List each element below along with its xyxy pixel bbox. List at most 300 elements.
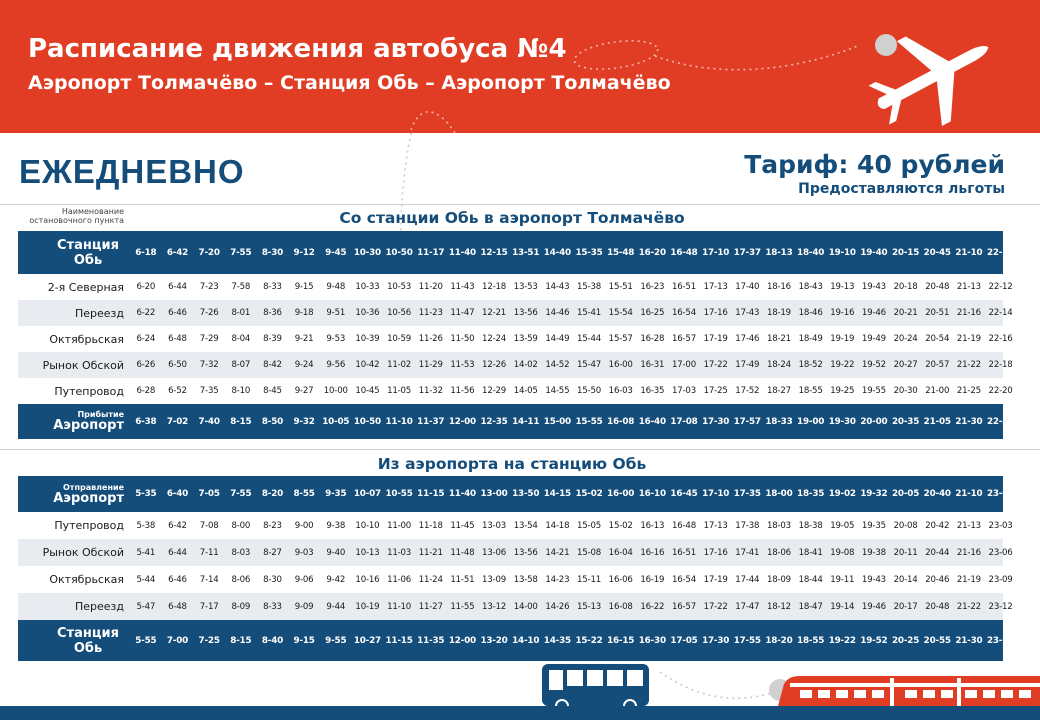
time-cell: 21-10 bbox=[955, 489, 983, 499]
time-cell: 10-33 bbox=[355, 282, 380, 292]
time-cell: 19-52 bbox=[860, 635, 888, 646]
time-cell: 13-56 bbox=[513, 308, 538, 318]
time-cell: 21-13 bbox=[956, 282, 981, 292]
time-cell: 20-57 bbox=[925, 360, 950, 370]
time-cell: 13-00 bbox=[480, 489, 508, 499]
time-cell: 18-44 bbox=[798, 574, 823, 585]
time-cell: 23-09 bbox=[988, 574, 1013, 585]
time-cell: 21-16 bbox=[956, 547, 981, 558]
time-cell: 15-50 bbox=[577, 386, 601, 396]
time-cell: 17-46 bbox=[735, 334, 760, 344]
time-cell: 6-50 bbox=[168, 360, 187, 370]
time-cell: 19-22 bbox=[828, 635, 856, 646]
time-cell: 21-05 bbox=[923, 416, 951, 427]
time-cell: 19-46 bbox=[861, 601, 886, 612]
time-cell: 14-46 bbox=[545, 308, 570, 318]
time-cell: 10-45 bbox=[355, 386, 380, 396]
time-cell: 18-19 bbox=[766, 308, 791, 318]
time-cell: 8-50 bbox=[261, 416, 284, 427]
time-cell: 23-12 bbox=[988, 601, 1013, 612]
time-cell: 16-48 bbox=[671, 520, 696, 531]
time-cell: 5-35 bbox=[135, 489, 157, 499]
time-cell: 11-40 bbox=[448, 247, 476, 258]
time-cell: 9-38 bbox=[326, 520, 346, 531]
time-cell: 11-35 bbox=[417, 635, 445, 646]
time-cell: 13-51 bbox=[512, 247, 540, 258]
time-cell: 16-51 bbox=[671, 282, 696, 292]
time-cell: 9-40 bbox=[326, 547, 346, 558]
time-cell: 6-46 bbox=[168, 574, 187, 585]
time-cell: 7-05 bbox=[198, 489, 220, 499]
time-cell: 7-55 bbox=[230, 247, 252, 258]
time-cell: 16-16 bbox=[640, 547, 665, 558]
time-cell: 11-37 bbox=[417, 416, 445, 427]
stop-name: 2-я Северная bbox=[47, 280, 124, 294]
time-cell: 15-02 bbox=[608, 520, 633, 531]
time-cell: 16-08 bbox=[608, 601, 633, 612]
time-cell: 18-52 bbox=[798, 360, 823, 370]
time-cell: 5-47 bbox=[136, 601, 156, 612]
time-cell: 19-16 bbox=[830, 308, 855, 318]
time-cell: 21-25 bbox=[956, 386, 981, 396]
time-cell: 8-09 bbox=[231, 601, 251, 612]
time-cell: 7-58 bbox=[231, 282, 251, 292]
time-cell: 19-46 bbox=[861, 308, 886, 318]
time-cell: 15-05 bbox=[577, 520, 601, 531]
time-cell: 17-35 bbox=[733, 489, 761, 499]
time-cell: 6-44 bbox=[168, 547, 187, 558]
time-cell: 6-22 bbox=[136, 308, 156, 318]
time-cell: 11-03 bbox=[387, 547, 412, 558]
time-cell: 11-47 bbox=[450, 308, 475, 318]
time-cell: 11-10 bbox=[385, 416, 413, 427]
time-cell: 8-42 bbox=[263, 360, 282, 370]
time-cell: 19-55 bbox=[861, 386, 886, 396]
time-cell: 5-44 bbox=[136, 574, 156, 585]
time-cell: 5-38 bbox=[136, 520, 156, 531]
time-cell: 11-55 bbox=[450, 601, 475, 612]
time-cell: 17-10 bbox=[702, 247, 730, 258]
time-cell: 18-41 bbox=[798, 547, 823, 558]
time-cell: 18-49 bbox=[798, 334, 823, 344]
time-cell: 21-00 bbox=[925, 386, 950, 396]
time-cell: 15-54 bbox=[608, 308, 633, 318]
time-cell: 17-00 bbox=[671, 360, 696, 370]
time-cell: 17-52 bbox=[735, 386, 760, 396]
time-cell: 20-54 bbox=[925, 334, 950, 344]
time-cell: 8-06 bbox=[231, 574, 251, 585]
time-cell: 20-55 bbox=[923, 635, 951, 646]
time-cell: 6-48 bbox=[168, 334, 187, 344]
time-cell: 9-42 bbox=[326, 574, 346, 585]
time-cell: 18-12 bbox=[766, 601, 791, 612]
time-cell: 11-17 bbox=[417, 247, 445, 258]
time-cell: 13-12 bbox=[482, 601, 507, 612]
time-cell: 9-15 bbox=[294, 282, 314, 292]
time-cell: 18-21 bbox=[766, 334, 791, 344]
section-title-to-airport: Со станции Обь в аэропорт Толмачёво bbox=[339, 209, 685, 227]
time-cell: 21-16 bbox=[956, 308, 981, 318]
time-cell: 10-36 bbox=[355, 308, 380, 318]
time-cell: 10-10 bbox=[355, 520, 380, 531]
time-cell: 13-20 bbox=[480, 635, 508, 646]
time-cell: 12-24 bbox=[482, 334, 507, 344]
time-cell: 18-16 bbox=[766, 282, 791, 292]
time-cell: 21-22 bbox=[956, 601, 981, 612]
time-cell: 16-15 bbox=[607, 635, 635, 646]
time-cell: 18-20 bbox=[765, 635, 793, 646]
time-cell: 17-08 bbox=[670, 416, 698, 427]
time-cell: 9-45 bbox=[325, 247, 347, 258]
time-cell: 12-35 bbox=[480, 416, 508, 427]
time-cell: 7-25 bbox=[198, 635, 220, 646]
time-cell: 22-12 bbox=[988, 282, 1013, 292]
time-cell: 16-51 bbox=[671, 547, 696, 558]
time-cell: 14-18 bbox=[545, 520, 570, 531]
time-cell: 8-00 bbox=[231, 520, 251, 531]
time-cell: 16-40 bbox=[638, 416, 666, 427]
time-cell: 13-06 bbox=[482, 547, 507, 558]
time-cell: 16-54 bbox=[671, 308, 696, 318]
time-cell: 23-03 bbox=[988, 520, 1013, 531]
stop-name: Путепровод bbox=[54, 519, 124, 532]
time-cell: 14-15 bbox=[543, 489, 571, 499]
time-cell: 20-05 bbox=[892, 489, 920, 499]
stop-caption: Прибытие bbox=[77, 410, 124, 419]
time-cell: 17-30 bbox=[702, 635, 730, 646]
time-cell: 8-40 bbox=[261, 635, 284, 646]
time-cell: 10-42 bbox=[355, 360, 380, 370]
time-cell: 16-23 bbox=[640, 282, 665, 292]
time-cell: 16-06 bbox=[608, 574, 633, 585]
time-cell: 9-56 bbox=[326, 360, 346, 370]
time-cell: 11-15 bbox=[385, 635, 413, 646]
time-cell: 11-27 bbox=[418, 601, 443, 612]
time-cell: 16-00 bbox=[607, 489, 635, 499]
time-cell: 17-25 bbox=[703, 386, 728, 396]
time-cell: 7-11 bbox=[199, 547, 219, 558]
time-cell: 11-32 bbox=[418, 386, 443, 396]
time-cell: 18-09 bbox=[766, 574, 791, 585]
time-cell: 10-53 bbox=[387, 282, 412, 292]
time-cell: 9-24 bbox=[294, 360, 314, 370]
stop-name: Путепровод bbox=[54, 384, 124, 398]
section-title-from-airport: Из аэропорта на станцию Обь bbox=[377, 455, 647, 473]
time-cell: 20-21 bbox=[893, 308, 918, 318]
time-cell: 15-41 bbox=[577, 308, 601, 318]
time-cell: 19-08 bbox=[830, 547, 855, 558]
time-cell: 13-56 bbox=[513, 547, 538, 558]
time-cell: 12-00 bbox=[448, 416, 476, 427]
time-cell: 10-05 bbox=[322, 416, 350, 427]
time-cell: 18-35 bbox=[797, 489, 825, 499]
time-cell: 8-36 bbox=[263, 308, 282, 318]
time-cell: 20-08 bbox=[893, 520, 918, 531]
time-cell: 14-11 bbox=[512, 416, 540, 427]
time-cell: 17-19 bbox=[703, 334, 728, 344]
time-cell: 19-05 bbox=[830, 520, 855, 531]
time-cell: 6-18 bbox=[135, 247, 157, 258]
time-cell: 16-03 bbox=[608, 386, 633, 396]
time-cell: 18-24 bbox=[766, 360, 791, 370]
time-cell: 14-55 bbox=[545, 386, 570, 396]
time-cell: 11-20 bbox=[418, 282, 443, 292]
time-cell: 11-10 bbox=[387, 601, 412, 612]
time-cell: 14-21 bbox=[545, 547, 570, 558]
time-cell: 8-33 bbox=[263, 282, 282, 292]
time-cell: 15-35 bbox=[575, 247, 603, 258]
time-cell: 22-10 bbox=[986, 247, 1015, 258]
time-cell: 9-15 bbox=[293, 635, 315, 646]
time-cell: 19-19 bbox=[830, 334, 855, 344]
time-cell: 9-48 bbox=[326, 282, 346, 292]
time-cell: 6-24 bbox=[136, 334, 156, 344]
time-cell: 11-29 bbox=[418, 360, 443, 370]
time-cell: 6-20 bbox=[136, 282, 156, 292]
time-cell: 9-06 bbox=[294, 574, 314, 585]
time-cell: 10-16 bbox=[355, 574, 380, 585]
time-cell: 18-55 bbox=[797, 635, 825, 646]
time-cell: 17-19 bbox=[703, 574, 728, 585]
time-cell: 19-30 bbox=[828, 416, 856, 427]
time-cell: 17-57 bbox=[733, 416, 761, 427]
time-cell: 9-55 bbox=[325, 635, 347, 646]
time-cell: 6-42 bbox=[168, 520, 187, 531]
time-cell: 20-17 bbox=[893, 601, 918, 612]
stop-column-label: Наименование остановочного пункта bbox=[29, 207, 124, 225]
time-cell: 5-41 bbox=[136, 547, 156, 558]
stop-name: Октябрьская bbox=[49, 573, 124, 586]
time-cell: 14-43 bbox=[545, 282, 570, 292]
time-cell: 9-27 bbox=[294, 386, 314, 396]
time-cell: 7-32 bbox=[199, 360, 219, 370]
time-cell: 20-27 bbox=[893, 360, 918, 370]
time-cell: 10-00 bbox=[323, 386, 348, 396]
time-cell: 14-52 bbox=[545, 360, 570, 370]
time-cell: 9-35 bbox=[325, 489, 347, 499]
route-subtitle: Аэропорт Толмачёво – Станция Обь – Аэропорт Толмачёво bbox=[28, 72, 671, 94]
time-cell: 16-45 bbox=[670, 489, 698, 499]
time-cell: 9-00 bbox=[294, 520, 314, 531]
time-cell: 19-38 bbox=[861, 547, 886, 558]
time-cell: 14-40 bbox=[543, 247, 571, 258]
time-cell: 18-46 bbox=[798, 308, 823, 318]
time-cell: 20-14 bbox=[893, 574, 918, 585]
time-cell: 16-28 bbox=[640, 334, 665, 344]
time-cell: 20-46 bbox=[925, 574, 950, 585]
stop-name-text: Станция Обь bbox=[57, 625, 119, 656]
time-cell: 11-24 bbox=[418, 574, 443, 585]
time-cell: 16-04 bbox=[608, 547, 633, 558]
stop-name: Рынок Обской bbox=[42, 546, 124, 559]
time-cell: 20-30 bbox=[893, 386, 918, 396]
time-cell: 17-13 bbox=[703, 520, 728, 531]
time-cell: 9-51 bbox=[326, 308, 346, 318]
time-cell: 9-21 bbox=[294, 334, 314, 344]
stop-name: Переезд bbox=[74, 600, 124, 613]
time-cell: 8-30 bbox=[263, 574, 282, 585]
time-cell: 11-48 bbox=[450, 547, 475, 558]
time-cell: 20-48 bbox=[925, 601, 950, 612]
time-cell: 18-40 bbox=[797, 247, 825, 258]
stop-name: Рынок Обской bbox=[42, 358, 124, 372]
time-cell: 12-18 bbox=[482, 282, 507, 292]
time-cell: 21-22 bbox=[956, 360, 981, 370]
time-cell: 16-08 bbox=[607, 416, 635, 427]
time-cell: 17-43 bbox=[735, 308, 760, 318]
time-cell: 19-10 bbox=[828, 247, 856, 258]
time-cell: 18-55 bbox=[798, 386, 823, 396]
time-cell: 11-06 bbox=[387, 574, 412, 585]
stop-caption: Отправление bbox=[63, 482, 124, 492]
time-cell: 15-47 bbox=[577, 360, 601, 370]
time-cell: 6-40 bbox=[166, 489, 189, 499]
time-cell: 11-43 bbox=[450, 282, 475, 292]
time-cell: 6-26 bbox=[136, 360, 156, 370]
time-cell: 17-37 bbox=[733, 247, 761, 258]
time-cell: 18-43 bbox=[798, 282, 823, 292]
time-cell: 7-08 bbox=[199, 520, 219, 531]
time-cell: 17-05 bbox=[670, 635, 698, 646]
time-cell: 16-31 bbox=[640, 360, 665, 370]
time-cell: 15-22 bbox=[575, 635, 603, 646]
time-cell: 20-00 bbox=[860, 416, 888, 427]
time-cell: 11-50 bbox=[450, 334, 475, 344]
time-cell: 22-30 bbox=[986, 416, 1015, 427]
fare-price: Тариф: 40 рублей bbox=[744, 150, 1005, 179]
time-cell: 17-22 bbox=[703, 601, 728, 612]
time-cell: 11-00 bbox=[387, 520, 412, 531]
stop-name: Октябрьская bbox=[49, 332, 124, 346]
time-cell: 16-13 bbox=[640, 520, 665, 531]
time-cell: 11-56 bbox=[450, 386, 475, 396]
time-cell: 11-05 bbox=[387, 386, 412, 396]
time-cell: 9-44 bbox=[326, 601, 346, 612]
time-cell: 17-30 bbox=[702, 416, 730, 427]
time-cell: 17-13 bbox=[703, 282, 728, 292]
time-cell: 19-11 bbox=[830, 574, 855, 585]
daily-label: ЕЖЕДНЕВНО bbox=[19, 153, 245, 190]
time-cell: 19-43 bbox=[861, 282, 886, 292]
time-cell: 13-53 bbox=[513, 282, 538, 292]
time-cell: 15-11 bbox=[577, 574, 601, 585]
time-cell: 8-07 bbox=[231, 360, 251, 370]
time-cell: 9-53 bbox=[326, 334, 346, 344]
time-cell: 19-00 bbox=[797, 416, 825, 427]
time-cell: 7-40 bbox=[198, 416, 220, 427]
time-cell: 16-25 bbox=[640, 308, 665, 318]
time-cell: 21-19 bbox=[956, 334, 981, 344]
time-cell: 19-02 bbox=[828, 489, 856, 499]
time-cell: 20-15 bbox=[892, 247, 920, 258]
time-cell: 10-13 bbox=[355, 547, 380, 558]
time-cell: 11-51 bbox=[450, 574, 475, 585]
time-cell: 9-09 bbox=[294, 601, 314, 612]
time-cell: 16-00 bbox=[608, 360, 633, 370]
time-cell: 19-32 bbox=[860, 489, 888, 499]
time-cell: 10-39 bbox=[355, 334, 380, 344]
time-cell: 14-35 bbox=[543, 635, 571, 646]
time-cell: 16-19 bbox=[640, 574, 665, 585]
time-cell: 19-14 bbox=[830, 601, 855, 612]
time-cell: 11-53 bbox=[450, 360, 475, 370]
time-cell: 18-33 bbox=[765, 416, 793, 427]
time-cell: 20-25 bbox=[892, 635, 920, 646]
time-cell: 18-13 bbox=[765, 247, 793, 258]
time-cell: 17-47 bbox=[735, 601, 760, 612]
time-cell: 11-15 bbox=[417, 489, 445, 499]
time-cell: 20-35 bbox=[892, 416, 920, 427]
time-cell: 10-50 bbox=[385, 247, 413, 258]
time-cell: 8-01 bbox=[231, 308, 251, 318]
time-cell: 17-55 bbox=[733, 635, 761, 646]
time-cell: 6-38 bbox=[135, 416, 157, 427]
time-cell: 18-06 bbox=[766, 547, 791, 558]
time-cell: 19-35 bbox=[861, 520, 886, 531]
time-cell: 19-52 bbox=[861, 360, 886, 370]
time-cell: 8-45 bbox=[263, 386, 282, 396]
time-cell: 10-30 bbox=[353, 247, 381, 258]
stop-name-text: Аэропорт bbox=[53, 490, 124, 506]
time-cell: 9-32 bbox=[293, 416, 315, 427]
time-cell: 20-11 bbox=[893, 547, 918, 558]
time-cell: 14-02 bbox=[513, 360, 538, 370]
time-cell: 19-49 bbox=[861, 334, 886, 344]
time-cell: 15-51 bbox=[608, 282, 633, 292]
time-cell: 8-15 bbox=[230, 635, 252, 646]
time-cell: 8-15 bbox=[230, 416, 252, 427]
time-cell: 15-00 bbox=[543, 416, 571, 427]
time-cell: 13-59 bbox=[513, 334, 538, 344]
time-cell: 13-50 bbox=[512, 489, 540, 499]
stop-name: Переезд bbox=[74, 306, 124, 320]
time-cell: 13-54 bbox=[513, 520, 538, 531]
time-cell: 19-25 bbox=[830, 386, 855, 396]
time-cell: 11-02 bbox=[387, 360, 412, 370]
time-cell: 22-20 bbox=[988, 386, 1013, 396]
time-cell: 10-27 bbox=[353, 635, 381, 646]
time-cell: 21-19 bbox=[956, 574, 981, 585]
time-cell: 8-23 bbox=[263, 520, 282, 531]
time-cell: 7-20 bbox=[198, 247, 220, 258]
time-cell: 17-44 bbox=[735, 574, 760, 585]
time-cell: 20-42 bbox=[925, 520, 950, 531]
time-cell: 18-38 bbox=[798, 520, 823, 531]
time-cell: 21-30 bbox=[955, 635, 983, 646]
time-cell: 14-26 bbox=[545, 601, 570, 612]
time-cell: 7-14 bbox=[199, 574, 219, 585]
time-cell: 6-46 bbox=[168, 308, 187, 318]
time-cell: 11-18 bbox=[418, 520, 443, 531]
time-cell: 17-22 bbox=[703, 360, 728, 370]
time-cell: 7-29 bbox=[199, 334, 219, 344]
time-cell: 9-12 bbox=[293, 247, 315, 258]
time-cell: 7-02 bbox=[166, 416, 189, 427]
time-cell: 8-03 bbox=[231, 547, 251, 558]
time-cell: 16-10 bbox=[638, 489, 666, 499]
time-cell: 13-09 bbox=[482, 574, 507, 585]
time-cell: 6-44 bbox=[168, 282, 187, 292]
time-cell: 13-58 bbox=[513, 574, 538, 585]
schedule-title: Расписание движения автобуса №4 bbox=[28, 34, 567, 64]
time-cell: 23-00 bbox=[986, 489, 1015, 499]
time-cell: 11-40 bbox=[448, 489, 476, 499]
time-cell: 16-57 bbox=[671, 601, 696, 612]
time-cell: 12-00 bbox=[448, 635, 476, 646]
time-cell: 14-10 bbox=[512, 635, 540, 646]
time-cell: 7-55 bbox=[230, 489, 252, 499]
time-cell: 20-44 bbox=[925, 547, 950, 558]
